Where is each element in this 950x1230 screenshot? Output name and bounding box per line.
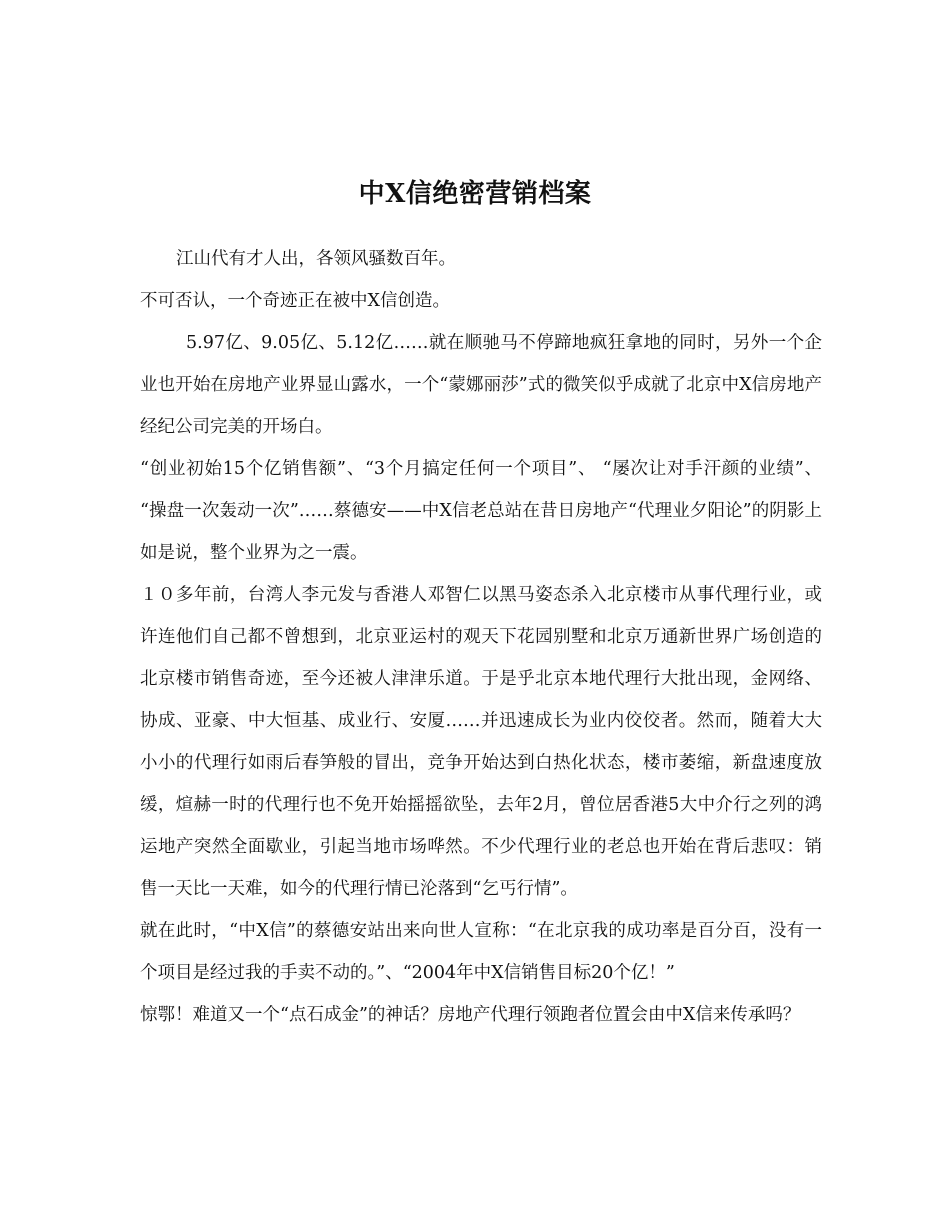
paragraph-4: “创业初始15个亿销售额”、“3个月搞定任何一个项目”、 “屡次让对手汗颜的业绩”、 “操盘一次轰动一次”……蔡德安——中X信老总站在昔日房地产“代理业夕阳论”的阴影上如是说，整个业界为之一震。 xyxy=(140,459,822,563)
document-body xyxy=(140,238,822,1036)
document-title: 中X信绝密营销档案 xyxy=(358,179,592,209)
paragraph-6: 就在此时，“中X信”的蔡德安站出来向世人宣称：“在北京我的成功率是百分百，没有一个项目是经过我的手卖不动的。”、“2004年中X信销售目标20个亿！” xyxy=(140,921,822,983)
paragraph-5: １０多年前，台湾人李元发与香港人邓智仁以黑马姿态杀入北京楼市从事代理行业，或许连他们自己都不曾想到，北京亚运村的观天下花园别墅和北京万通新世界广场创造的北京楼市销售奇迹，至今还被人津津乐道。于是乎北京本地代理行大批出现，金网络、协成、亚豪、中大恒基、成业行、安厦……并迅速成长为业内佼佼者。然而，随着大大小小的代理行如雨后春笋般的冒出，竞争开始达到白热化状态，楼市萎缩，新盘速度放缓，煊赫一时的代理行也不免开始摇摇欲坠，去年2月，曾位居香港5大中介行之列的鸿运地产突然全面歇业，引起当地市场哗然。不少代理行业的老总也开始在背后悲叹：销售一天比一天难，如今的代理行情已沦落到“乞丐行情”。 xyxy=(140,585,822,899)
paragraph-1: 江山代有才人出，各领风骚数百年。 xyxy=(176,249,456,269)
paragraph-7: 惊鄂！难道又一个“点石成金”的神话？房地产代理行领跑者位置会由中X信来传承吗？ xyxy=(140,1005,801,1025)
paragraph-3: 5.97亿、9.05亿、5.12亿……就在顺驰马不停蹄地疯狂拿地的同时，另外一个企业也开始在房地产业界显山露水，一个“蒙娜丽莎”式的微笑似乎成就了北京中X信房地产经纪公司完美的开场白。 xyxy=(140,333,822,437)
paragraph-2: 不可否认，一个奇迹正在被中X信创造。 xyxy=(140,291,450,311)
